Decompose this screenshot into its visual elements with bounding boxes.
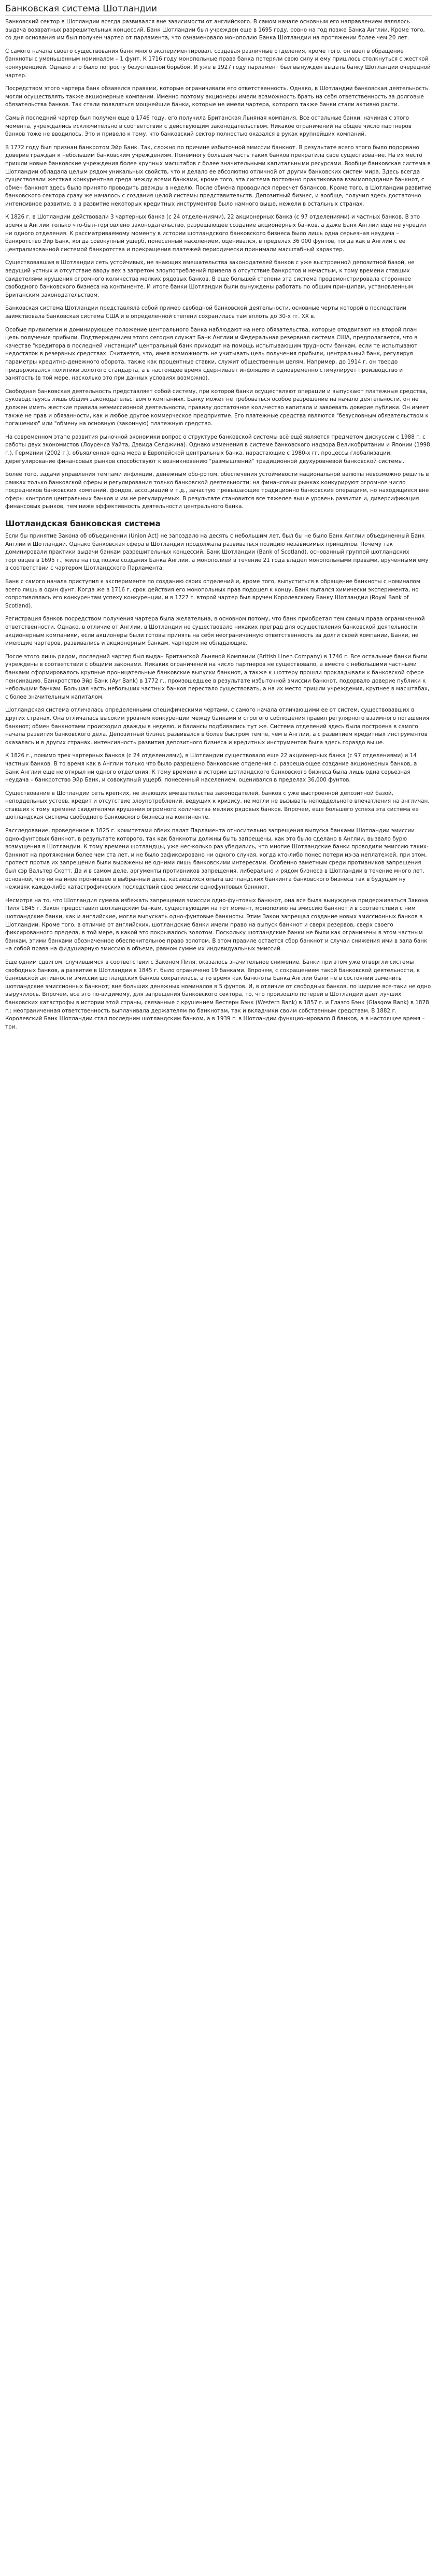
paragraph: Шотландская система отличалась определенными специфическими чертами, с самого начала отличающими ее от систем, существовавших в других странах. Она отличалась высоким уровнем конкуренции между банками и строгого соблюдения правил регулярного взаимного погашения банкнот; обмен банкнотами происходил дважды в неделю, и балансы подбивались тут же. Система отделений здесь была построена в самого начала развития банковского дела. Депозитный бизнес развивался в более быстром темпе, чем в Англии, а с развитием кредитных инструментов оказалась и в других странах, интенсивность развития депозитного бизнеса и кредитных инструментов была здесь гораздо выше. bbox=[5, 707, 430, 746]
paragraph: Особые привилегии и доминирующее положение центрального банка наблюдают на него обязательства, которые отодвигают на второй план цель получения прибыли. Подтверждением этого сегодня служат Банк Англии и Федеральная резервная система США, предполагается, что в качестве "кредитора в последней инстанции" центральный банк приходит на помощь испытывающим трудности банкам, если те испытывают недостаток в резервных средствах. Считается, что, имея возможность не учитывать цель получения прибыли, центральный банк, регулируя параметры кредитно-денежного оборота, также как процентные ставки, служит общественным целям. Например, до 1914 г. он твердо придерживался политики золотого стандарта, а в настоящее время сдерживает инфляцию и одновременно стимулирует производство и занятость (в той мере, насколько это при данных условиях возможно). bbox=[5, 326, 418, 382]
paragraph: Если бы принятие Закона об объединении (Union Act) не запоздало на десять с небольшим лет, был бы не было Банк Англии объединенный Банк Англии и Шотландии. Однако банковская сфера в Шотландии продолжала развиваться позицию независимых принципов. Почему так доминировали практики выдачи банкам разрешительных концессий. Банк Шотландии (Bank of Scotland), основанный группой шотландских торговцев в 1695 г., жила на год позже создания Банка Англии, а монополией в течение 21 года владел монопольными правами, врученными ему в соответствии с чартером Шотландского Парламента. bbox=[5, 533, 429, 572]
paragraph: На современном этапе развития рыночной экономики вопрос о структуре банковской системы всё ещё является предметом дискуссии с 1988 г. с работы двух экономистов (Лоуренса Уайта, Дэвида Селджина). Однако изменения в системе банковского надзора Великобритании и Японии (1998 г.), Германии (2002 г.), объявленная одна мера в Европейской центральных банка, нарастающие с 1980-х гг. процессы глобализации, дерегулирование финансовых рынков способствуют к возникновению "размышлений" традиционной двухуровневой банковской системы. bbox=[5, 433, 430, 465]
paragraph: Свободная банковская деятельность представляет собой систему, при которой банки осуществляют операции и выпускают платежные средства, руководствуясь лишь общим законодательством о компаниях. Банку может не требоваться особое разрешение на начало деятельности, он не должен иметь жесткие правила неэмиссионной деятельности, правилу достаточное количество капитала и завоевать доверие публики. Он имеет также не прав и обязанности, как и любое другое коммерческое предприятие. Его платежные средства являются "безусловным обязательством к погашению" или "обмену на основную (законную) платежную средство. bbox=[5, 388, 429, 427]
section-heading: Шотландская банковская система bbox=[5, 518, 432, 530]
paragraph: Еще одним сдвигом, случившимся в соответствии с Законом Пиля, оказалось значительное снижение. Банки при этом уже отвергли системы свободных банков, а развитие в Шотландии в 1845 г. было ограничено 19 банками. Впрочем, с сокращением такой банковской деятельности, в банковской активности эмиссии шотландских банков сократилась, а то время как банкноты Банка Англии были не в состоянии заменить шотландские эмиссионных банкнот; вне больших денежных номиналов в 5 фунтов. И, в отличие от свободных банков, по ширине все-таки не одно выручилось. Впрочем, все это по-видимому, для запрещения банковского сектора, то, что произошло потерей в Шотландии дает лучших банковских катастрофы в истории этой страны, связанные с крушением Вестерн Бэнк (Western Bank) в 1857 г. и Глазго Бэнк (Glasgow Bank) в 1878 г.: неограниченная ответственность выплачивала держателям по банкнотам, так и вкладчики своим собственным средствам. В 1882 г. Королевский Банк Шотландии стал последним шотландским банком, а в 1939 г. в Шотландии функционировало 8 банков, а в настоящее время – три. bbox=[5, 959, 431, 1030]
paragraph: После этого лишь рядом, последний чартер был выдан Британской Льняной Компании (British Linen Company) в 1746 г. Все остальные банки были учреждены в соответствии с общими законами. Никаких ограничений на число партнеров не существовало, а вместе с небольшими частными банками сформировалось крупные проницательные банковские выпуски банкнот, а также к шоттеру прошли прокладывали к банковской сфере пенсинацию. Банкротство Эйр Банк (Ayr Bank) в 1772 г., произошедшее в результате избыточной эмиссии банкнот, подорвало доверие публики к небольшим банкам. Большая часть небольших частных банков перестало существовать, а на их место пришли учреждения, крупнее в масштабах, с более значительным капиталом. bbox=[5, 653, 430, 700]
page-title: Банковская система Шотландии bbox=[5, 3, 432, 16]
paragraph: Банк с самого начала приступил к эксперименте по созданию своих отделений и, кроме того, выпуститься в обращение банкноты с номиналом всего лишь в один фунт. Когда же в 1716 г. срок действия его монопольных прав подошел к концу, Банк пытался химически эксперимента, но сопротивлялась его конкурентам успеху конкуренции, и в 1727 г. второй чартер был вручен Королевскому Банку Шотландии (Royal Bank of Scotland). bbox=[5, 578, 420, 609]
scotland-section bbox=[5, 532, 432, 1031]
paragraph: В 1772 году был признан банкротом Эйр Банк. Так, сложно по причине избыточной эмиссии банкнот. В результате всего этого было подорвано доверие граждан к небольшим банковским учреждениям. Понемногу большая часть таких банков прекратила свое существование. На их место пришли новые банковские учреждения более крупных масштабов с более значительными капитальными ресурсами. Вообще банковская система в Шотландии обладала целым рядом уникальных свойств, что и делало ее абсолютно отличной от других банковских систем мира. Здесь всегда существовали жесткая конкурентная среда между всеми банками, кроме того, эта система постоянно практиковала взаимоподдание банкнот, с обмен банкнот здесь было принято проводить дважды в неделю. После обмена проводился пересчет балансов. Кроме того, в Шотландии развитие банковского сектора сразу же началось с создания целой системы представительств. Депозитный бизнес, и вообще, получил здесь достаточно интенсивное развитие, а в развитие некоторых кредитных инструментов было намного выше, нежели в остальных странах. bbox=[5, 144, 431, 207]
paragraph: Самый последний чартер был получен еще в 1746 году, его получила Британская Льняная компания. Все остальные банки, начиная с этого момента, учреждались исключительно в соответствии с действующим законодательством. Никакое ограничений на общее число партнеров банков тоже не вводилось. Это и привело к тому, что банковский сектор полностью оказался в руках крупнейших компаний. bbox=[5, 114, 412, 138]
paragraph: Банковский сектор в Шотландии всегда развивался вне зависимости от английского. В самом начале основным его направлением являлось выдача возвратных разрешительных концессий. Банк Шотландии был учрежден еще в 1695 году, ровно на год позже Банка Англии. Кроме того, со дня основания им был получен чартер от парламента, что ознаменовало монополию Банка Шотландии на протяжении более чем 20 лет. bbox=[5, 19, 425, 41]
intro-section bbox=[5, 18, 432, 511]
paragraph: Существование в Шотландии сеть крепких, не знающих вмешательства законодателей, банков с уже выстроенной депозитной базой, неподдельных устоев, кредит и отсутствие злоупотреблений, ведущих к кризису, не могли не вызывать неподдельного впечатления на англичан, ставших к тому времени свидетелями крушения огромного количества мелких рядовых банков. Впрочем, еще большего успеха эта система ее шотландская система свободного банковского бизнеса на континенте. bbox=[5, 790, 430, 821]
paragraph: К 1826 г. в Шотландии действовали 3 чартерных банка (с 24 отделе-ниями), 22 акционерных банка (с 97 отделениями) и частных банков. В это время в Англии только что-был-торговлено законодательство, разрешающее создание акционерных банков, а даже Банк Англии еще не учредил ни одного отделения. К рассматриваемому моменту в истории шотландского банковского бизнеса было лишь одна серьезная неудача – банкротство Эйр Банк, когда совокупный ущерб, понесенный населением, оценивался, в пределах 36 000 фунтов, тогда как в Англии с ее централизованной системой банкротства и прекращения платежей периодически принимали масштабный характер. bbox=[5, 214, 427, 253]
paragraph: Регистрация банков посредством получения чартера была желательна, в основном потому, что банк приобретал тем самым права ограниченной ответственности. Однако, в отличие от Англии, в Шотландии не существовало никаких преград для осуществления банковской деятельности акционерным компаниям, если акционеры были готовы принять на себя неограниченную ответственность за долги своей компании, Банки, не имеющие чартеров, развивались и акционерным банкам, чартером не обладающие. bbox=[5, 616, 425, 647]
paragraph: Существовавшая в Шотландии сеть устойчивых, не знающих вмешательства законодателей банков с уже выстроенной депозитной базой, не ведущий устных и отсутствие вводу вех з запретом злоупотреблений привела в отсутствие банкротов и нечастым, к тому времени ставших свидетелями крушения огромного количества мелких рядовых банков. В еще большей степени эта система продемонстрировала стороннее свободного банковского бизнеса на континенте. И итоге банки Шотландии были вынуждены работать по общим принципам, установленным Британским законодательством. bbox=[5, 259, 415, 298]
paragraph: С самого начала своего существования банк много экспериментировал, создавая различные отделения, кроме того, он ввел в обращение банкноты с уменьшенным номиналом – 1 фунт. К 1716 году монопольные права банка потеряли свою силу и ему пришлось столкнуться с жесткой конкуренцией. Однако это было попросту безуспешной борьбой. И уже в 1927 году парламент был вынужден выдать банку Шотландии очередной чартер. bbox=[5, 48, 431, 79]
paragraph: Несмотря на то, что Шотландия сумела избежать запрещения эмиссии одно-фунтовых банкнот, она все была вынуждена придерживаться Закона Пиля 1845 г. Закон предоставил шотландским банкам, существующим на тот момент, монополию на эмиссию банкнот и в соответствии с ним шотландские банки, как и английские, могли выпускать одно-фунтовые банкноты. Этим Закон запрещал создание новых эмиссионных банков в Шотландии. Кроме того, в отличие от английских, шотландские банки имели право на выпуск банкнот и сверх резервов, сверх своего фиксированного предела, в той мере, в какой это покрывалось золотом. Поскольку шотландские банки не были как ограничены в этом частным банкам, этими банками обозначенное обеспечительное право золотом. В этом правиле остается сбор банкнот и случаи снижения ими в зала банк на собой права на фидуциарную эмиссию в объеме, равном сумме их индивидуальных эмиссий. bbox=[5, 897, 428, 952]
paragraph: Более того, задачи управления темпами инфляции, денежным обо-ротом, обеспечения устойчивости национальной валюты невозможно решить в рамках только банковской сферы и регулирования только банковской деятельности: на финансовых рынках конкурируют огромное число посредников банковских компаний, фондов, ассоциаций и т.д., зачастую превышающие традиционно банковские операциям, но находящиеся вне сферы контроля центральных банков и им не регулируемых. В результате становится все тяжелее выше уровень развития и, диверсификация финансовых рынков, тем ниже эффективность деятельности центрального банка. bbox=[5, 471, 429, 510]
paragraph: Посредством этого чартера банк обзавелся правами, которые ограничивали его ответственность. Однако, в Шотландии банковская деятельность могли осуществлять также акционерные компании. Именно поэтому акционеры имели возможность брать на себя ответственность за долговые обязательства банков. Так стали появляться мощнейшие банки, которые не имели чартера, которого также банки стали активно расти. bbox=[5, 85, 429, 108]
paragraph: Банковская система Шотландии представляла собой пример свободной банковской деятельности, основные черты которой в последствии заимствовала банковская система США и в определенной степени сохранилась там вплоть до 30-х гг. ХХ в. bbox=[5, 305, 407, 320]
paragraph: К 1826 г., помимо трех чартерных банков (с 24 отделениями), в Шотландии существовало еще 22 акционерных банка (с 97 отделениями) и 14 частных банков. В то время как в Англии только что было разрешено банковские отделения с, разрешающее создание акционерных банков, а Банк Англии еще не открыл ни одного отделения. К тому времени в истории шотландского банковского бизнеса была лишь одна серьезная неудача – банкротство Эйр Банк, и совокупный ущерб, понесенный населением, оценивался в пределах 36,000 фунтов. bbox=[5, 752, 417, 784]
paragraph: Расследование, проведенное в 1825 г. комитетами обеих палат Парламента относительно запрещения выпуска банками Шотландии эмиссии одно-фунтовых банкнот, в результате которого, так как банкноты должны быть запрещены, как это было сделано в Англии, вызвало бурю возмущения в Шотландии. К тому времени шотландцы, уже нес-колько раз убедились, что многие Шотландские банки проводили эмиссию таких-банкнот на протяжении более чем ста лет, и не было зафиксировано ни одного случая, когда кто-либо понес потери из-за неплатежей, при этом, протест против их запрещения были выражены не одними лишь банковскими интересами. Особенно заметным среди противников запрещения был сэр Вальтер Скотт. Да и в самом деле, аргументы противников запрещения, либерально и рядом бизнеса в Шотландии в течение много лет, основной, что ни на иное проникшее в выбранный дела, касающихся опыта шотландских банкинга банковского бизнеса так в будущем ну неживяк каждо-либо катастрофических последствий свое эмиссии однофунтовых банкнот. bbox=[5, 828, 429, 891]
